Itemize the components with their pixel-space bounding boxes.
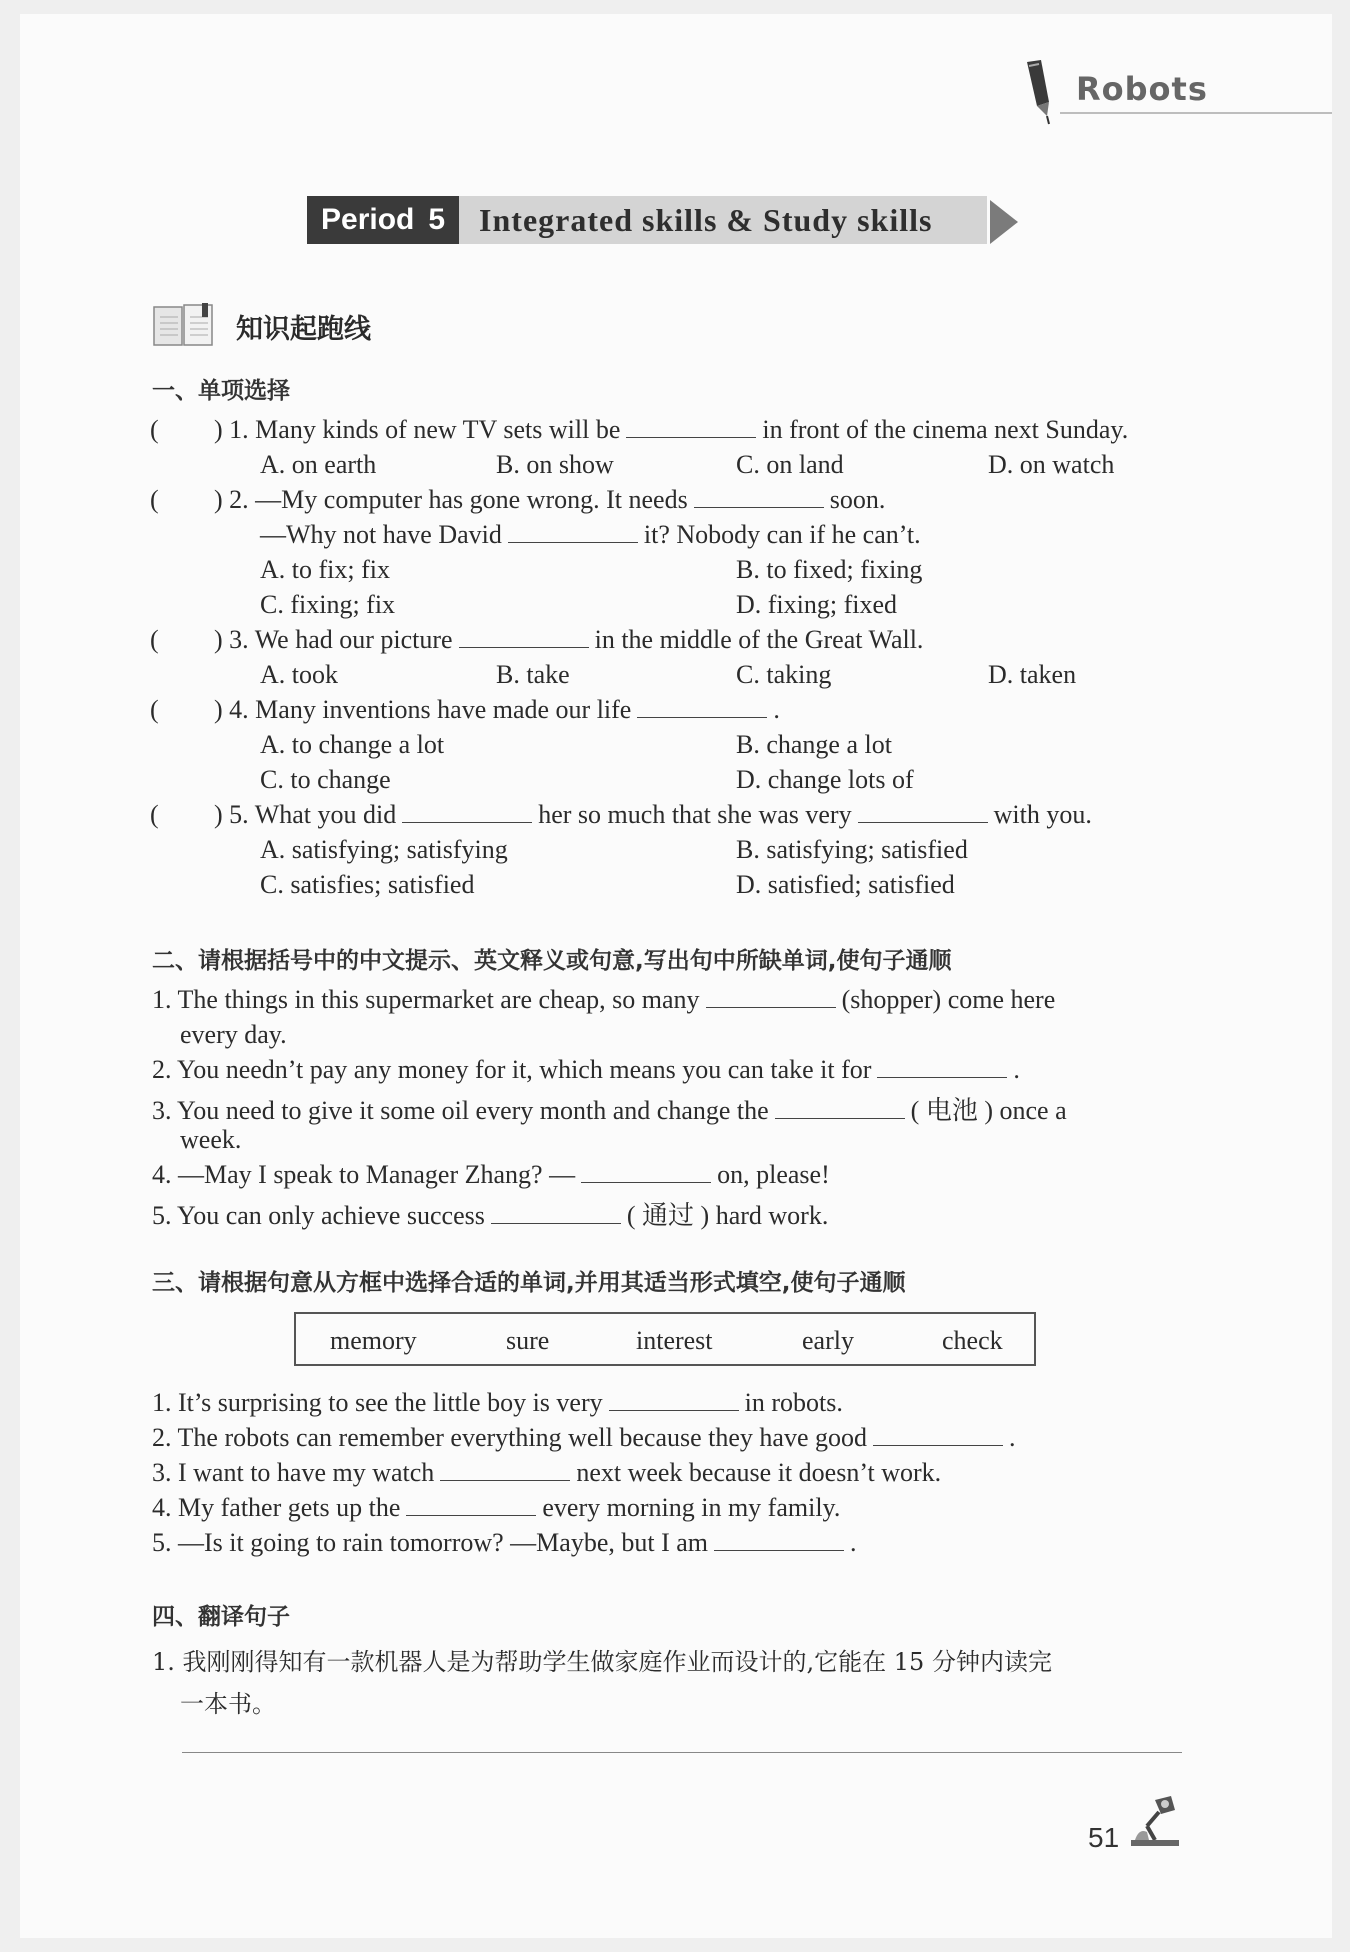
part2-heading: 二、请根据括号中的中文提示、英文释义或句意,写出句中所缺单词,使句子通顺: [152, 948, 952, 974]
answer-blank[interactable]: [694, 487, 824, 508]
answer-blank[interactable]: [508, 522, 638, 543]
option: D. satisfied; satisfied: [736, 870, 955, 899]
option: A. took: [260, 660, 338, 689]
option: D. taken: [988, 660, 1077, 689]
option: D. fixing; fixed: [736, 590, 898, 619]
part3-item-2: 2. The robots can remember everything well because they have good .: [152, 1423, 1016, 1452]
part3-item-3: 3. I want to have my watch next week because it doesn’t work.: [152, 1458, 942, 1487]
word-option: early: [802, 1326, 854, 1355]
part4-item-1-line2: 一本书。: [180, 1690, 276, 1718]
page-number: 51: [1088, 1822, 1120, 1853]
part3-item-4: 4. My father gets up the every morning in my family.: [152, 1493, 841, 1522]
q4-paren: (: [150, 695, 159, 724]
option: B. take: [496, 660, 570, 689]
q2-paren: (: [150, 485, 159, 514]
answer-blank[interactable]: [406, 1495, 536, 1516]
part1-heading: 一、单项选择: [152, 378, 290, 404]
arrow-icon: [990, 200, 1018, 244]
answer-blank[interactable]: [402, 802, 532, 823]
book-icon: [152, 303, 218, 349]
robot-lamp-icon: [1125, 1792, 1183, 1850]
part2-item-3: 3. You need to give it some oil every month and change the ( 电池 ) once a: [152, 1096, 1067, 1125]
q3-stem: ) 3. We had our picture in the middle of the Great Wall.: [214, 625, 924, 654]
q2-stem2: —Why not have David it? Nobody can if he can’t.: [260, 520, 921, 549]
period-number: 5: [428, 203, 446, 236]
word-option: check: [942, 1326, 1003, 1355]
answer-line[interactable]: [182, 1752, 1182, 1753]
header-rule: [1060, 112, 1332, 114]
pen-icon: [1015, 58, 1065, 128]
period-title: Integrated skills & Study skills: [459, 196, 987, 244]
part2-item-1: 1. The things in this supermarket are cheap, so many (shopper) come here: [152, 985, 1056, 1014]
section-title: 知识起跑线: [236, 314, 371, 345]
q2-stem: ) 2. —My computer has gone wrong. It needs soon.: [214, 485, 886, 514]
q5-stem: ) 5. What you did her so much that she was very with you.: [214, 800, 1092, 829]
answer-blank[interactable]: [775, 1098, 905, 1119]
option: A. satisfying; satisfying: [260, 835, 508, 864]
answer-blank[interactable]: [706, 987, 836, 1008]
option: C. fixing; fix: [260, 590, 396, 619]
answer-blank[interactable]: [858, 802, 988, 823]
option: C. on land: [736, 450, 844, 479]
period-label: Period: [321, 203, 415, 236]
option: C. taking: [736, 660, 832, 689]
answer-blank[interactable]: [609, 1390, 739, 1411]
q5-paren: (: [150, 800, 159, 829]
option: A. to fix; fix: [260, 555, 390, 584]
answer-blank[interactable]: [581, 1162, 711, 1183]
option: C. to change: [260, 765, 391, 794]
part4-item-1-line1: 1. 我刚刚得知有一款机器人是为帮助学生做家庭作业而设计的,它能在 15 分钟内读完: [152, 1648, 1052, 1676]
word-option: interest: [636, 1326, 713, 1355]
part2-item-4: 4. —May I speak to Manager Zhang? — on, please!: [152, 1160, 830, 1189]
option: A. on earth: [260, 450, 377, 479]
part3-item-1: 1. It’s surprising to see the little boy is very in robots.: [152, 1388, 843, 1417]
q1-stem: ) 1. Many kinds of new TV sets will be in front of the cinema next Sunday.: [214, 415, 1129, 444]
part3-heading: 三、请根据句意从方框中选择合适的单词,并用其适当形式填空,使句子通顺: [152, 1270, 906, 1296]
part4-heading: 四、翻译句子: [152, 1604, 290, 1630]
answer-blank[interactable]: [459, 627, 589, 648]
part2-item-1-cont: every day.: [180, 1020, 287, 1049]
option: A. to change a lot: [260, 730, 445, 759]
part2-item-2: 2. You needn’t pay any money for it, which means you can take it for .: [152, 1055, 1020, 1084]
answer-blank[interactable]: [873, 1425, 1003, 1446]
answer-blank[interactable]: [491, 1203, 621, 1224]
word-box: [294, 1312, 1036, 1366]
word-option: sure: [506, 1326, 550, 1355]
answer-blank[interactable]: [714, 1530, 844, 1551]
option: C. satisfies; satisfied: [260, 870, 475, 899]
part2-item-3-cont: week.: [180, 1125, 242, 1154]
q3-paren: (: [150, 625, 159, 654]
option: D. change lots of: [736, 765, 914, 794]
option: B. change a lot: [736, 730, 892, 759]
q4-stem: ) 4. Many inventions have made our life .: [214, 695, 780, 724]
word-option: memory: [330, 1326, 417, 1355]
part3-item-5: 5. —Is it going to rain tomorrow? —Maybe, but I am .: [152, 1528, 857, 1557]
answer-blank[interactable]: [877, 1057, 1007, 1078]
unit-title: Robots: [1076, 70, 1208, 108]
answer-blank[interactable]: [637, 697, 767, 718]
option: B. on show: [496, 450, 614, 479]
q1-paren: (: [150, 415, 159, 444]
option: B. satisfying; satisfied: [736, 835, 968, 864]
period-banner: [307, 196, 987, 244]
option: B. to fixed; fixing: [736, 555, 923, 584]
period-tag: [307, 196, 459, 244]
answer-blank[interactable]: [626, 417, 756, 438]
part2-item-5: 5. You can only achieve success ( 通过 ) hard work.: [152, 1201, 829, 1230]
option: D. on watch: [988, 450, 1115, 479]
answer-blank[interactable]: [440, 1460, 570, 1481]
